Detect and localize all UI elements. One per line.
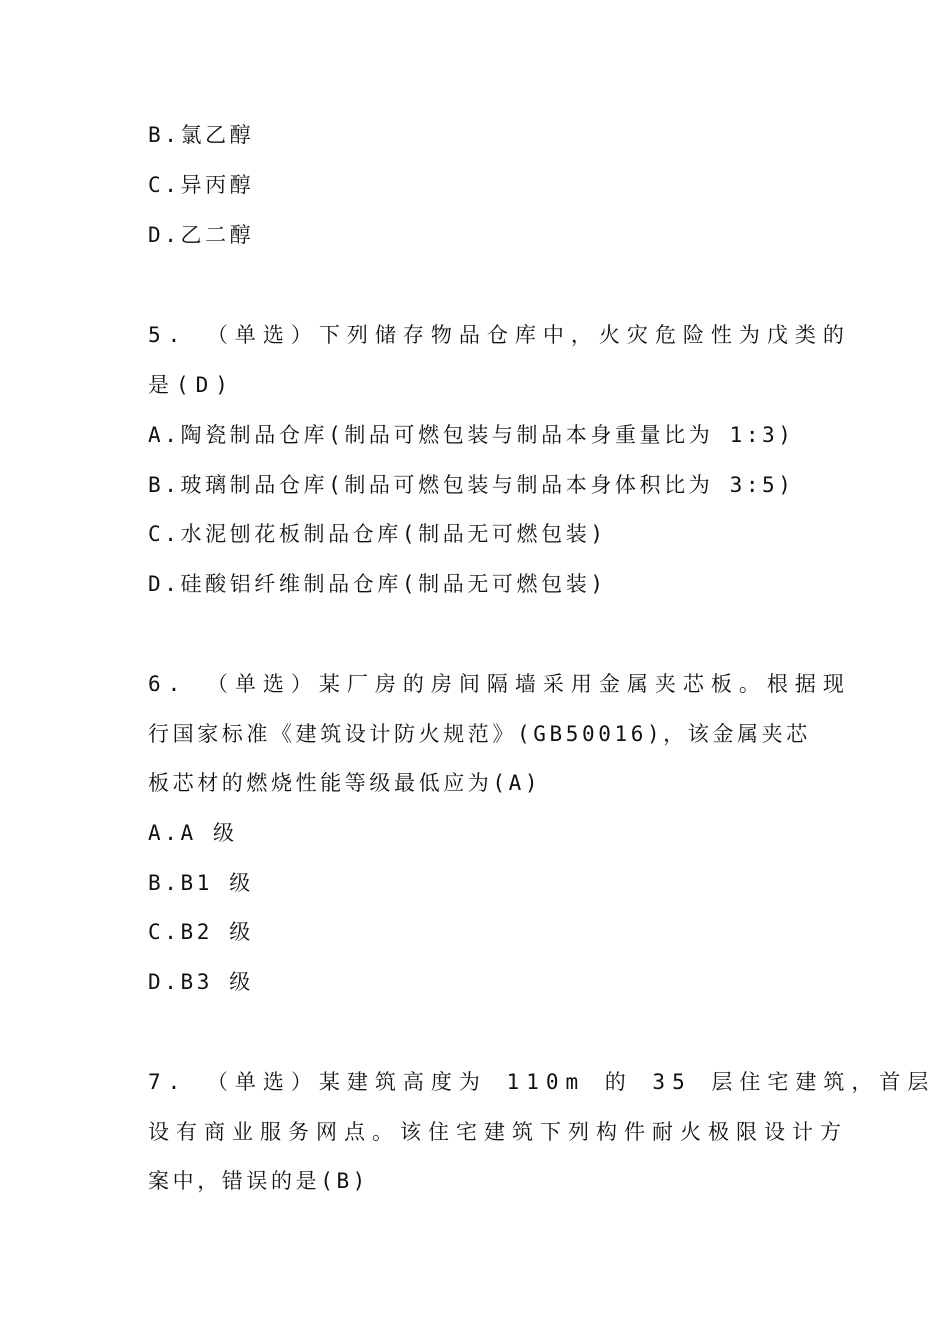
q6-stem-line-1: 6. （单选）某厂房的房间隔墙采用金属夹芯板。根据现	[148, 672, 851, 696]
q5-option-c: C.水泥刨花板制品仓库(制品无可燃包装)	[148, 522, 607, 546]
q5-option-d: D.硅酸铝纤维制品仓库(制品无可燃包装)	[148, 572, 607, 596]
q6-stem-line-2: 行国家标准《建筑设计防火规范》(GB50016)，该金属夹芯	[148, 722, 811, 746]
q5-option-a: A.陶瓷制品仓库(制品可燃包装与制品本身重量比为 1:3)	[148, 423, 795, 447]
q7-stem-line-2: 设有商业服务网点。该住宅建筑下列构件耐火极限设计方	[148, 1120, 848, 1144]
prev-option-d: D.乙二醇	[148, 223, 255, 247]
prev-option-c: C.异丙醇	[148, 173, 255, 197]
q6-option-a: A.A 级	[148, 821, 238, 845]
q5-stem-line-2: 是(D)	[148, 373, 235, 397]
q5-option-b: B.玻璃制品仓库(制品可燃包装与制品本身体积比为 3:5)	[148, 473, 795, 497]
q6-option-b: B.B1 级	[148, 871, 254, 895]
q6-stem-line-3: 板芯材的燃烧性能等级最低应为(A)	[148, 771, 542, 795]
q6-option-d: D.B3 级	[148, 970, 254, 994]
q7-stem-line-3: 案中，错误的是(B)	[148, 1169, 369, 1193]
q7-stem-line-1: 7. （单选）某建筑高度为 110m 的 35 层住宅建筑，首层	[148, 1070, 936, 1094]
q6-option-c: C.B2 级	[148, 920, 254, 944]
prev-option-b: B.氯乙醇	[148, 123, 255, 147]
q5-stem-line-1: 5. （单选）下列储存物品仓库中，火灾危险性为戊类的	[148, 323, 851, 347]
